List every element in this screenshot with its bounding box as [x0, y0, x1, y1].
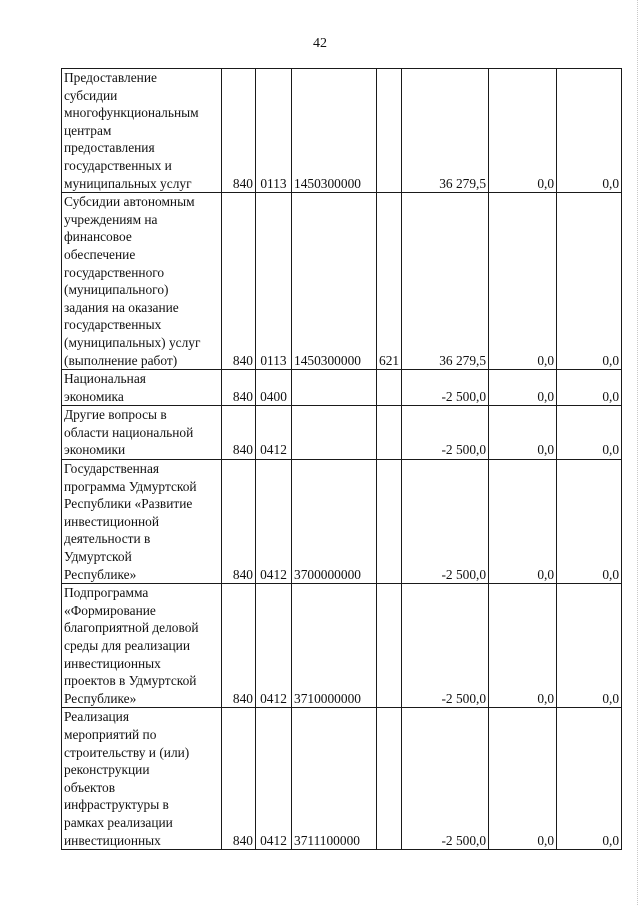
target-article-cell: 3710000000: [292, 584, 377, 708]
amount-2-cell: 0,0: [489, 370, 557, 406]
target-article-cell: 1450300000: [292, 69, 377, 193]
row-name-cell: Другие вопросы в области национальной экономики: [62, 406, 222, 460]
amount-2-cell: 0,0: [489, 406, 557, 460]
admin-code-cell: 840: [222, 584, 256, 708]
budget-table: [61, 68, 622, 850]
amount-3-cell: 0,0: [557, 370, 622, 406]
expense-type-cell: [377, 708, 402, 850]
amount-2-cell: 0,0: [489, 193, 557, 370]
table-row: [62, 370, 622, 406]
amount-cell: -2 500,0: [402, 708, 489, 850]
admin-code-cell: 840: [222, 708, 256, 850]
admin-code-cell: 840: [222, 406, 256, 460]
section-code-cell: 0113: [256, 69, 292, 193]
expense-type-cell: [377, 370, 402, 406]
expense-type-cell: [377, 69, 402, 193]
amount-cell: -2 500,0: [402, 584, 489, 708]
amount-2-cell: 0,0: [489, 708, 557, 850]
target-article-cell: [292, 370, 377, 406]
expense-type-cell: [377, 460, 402, 584]
expense-type-cell: 621: [377, 193, 402, 370]
amount-3-cell: 0,0: [557, 193, 622, 370]
table-row: [62, 708, 622, 850]
admin-code-cell: 840: [222, 69, 256, 193]
amount-3-cell: 0,0: [557, 460, 622, 584]
table-row: [62, 584, 622, 708]
target-article-cell: 1450300000: [292, 193, 377, 370]
row-name-cell: Государственная программа Удмуртской Республики «Развитие инвестиционной деятельности в Удмуртской Республике»: [62, 460, 222, 584]
row-name-cell: Субсидии автономным учреждениям на финансовое обеспечение государственного (муниципального) задания на оказание государственных (муниципальных) услуг (выполнение работ): [62, 193, 222, 370]
table-row: [62, 193, 622, 370]
admin-code-cell: 840: [222, 460, 256, 584]
amount-3-cell: 0,0: [557, 406, 622, 460]
admin-code-cell: 840: [222, 193, 256, 370]
section-code-cell: 0412: [256, 584, 292, 708]
table-row: [62, 406, 622, 460]
row-name-cell: Предоставление субсидии многофункциональным центрам предоставления государственных и муниципальных услуг: [62, 69, 222, 193]
target-article-cell: 3711100000: [292, 708, 377, 850]
amount-cell: -2 500,0: [402, 460, 489, 584]
amount-2-cell: 0,0: [489, 584, 557, 708]
amount-3-cell: 0,0: [557, 584, 622, 708]
expense-type-cell: [377, 406, 402, 460]
amount-cell: 36 279,5: [402, 69, 489, 193]
section-code-cell: 0412: [256, 406, 292, 460]
amount-2-cell: 0,0: [489, 460, 557, 584]
scan-edge-mark: [636, 0, 638, 905]
section-code-cell: 0400: [256, 370, 292, 406]
table-row: [62, 69, 622, 193]
amount-cell: -2 500,0: [402, 406, 489, 460]
target-article-cell: [292, 406, 377, 460]
amount-3-cell: 0,0: [557, 708, 622, 850]
row-name-cell: Реализация мероприятий по строительству и (или) реконструкции объектов инфраструктуры в рамках реализации инвестиционных: [62, 708, 222, 850]
section-code-cell: 0113: [256, 193, 292, 370]
page-number: 42: [313, 36, 327, 51]
expense-type-cell: [377, 584, 402, 708]
section-code-cell: 0412: [256, 460, 292, 584]
amount-3-cell: 0,0: [557, 69, 622, 193]
row-name-cell: Национальная экономика: [62, 370, 222, 406]
admin-code-cell: 840: [222, 370, 256, 406]
target-article-cell: 3700000000: [292, 460, 377, 584]
section-code-cell: 0412: [256, 708, 292, 850]
amount-cell: 36 279,5: [402, 193, 489, 370]
amount-2-cell: 0,0: [489, 69, 557, 193]
amount-cell: -2 500,0: [402, 370, 489, 406]
row-name-cell: Подпрограмма «Формирование благоприятной деловой среды для реализации инвестиционных проектов в Удмуртской Республике»: [62, 584, 222, 708]
table-row: [62, 460, 622, 584]
